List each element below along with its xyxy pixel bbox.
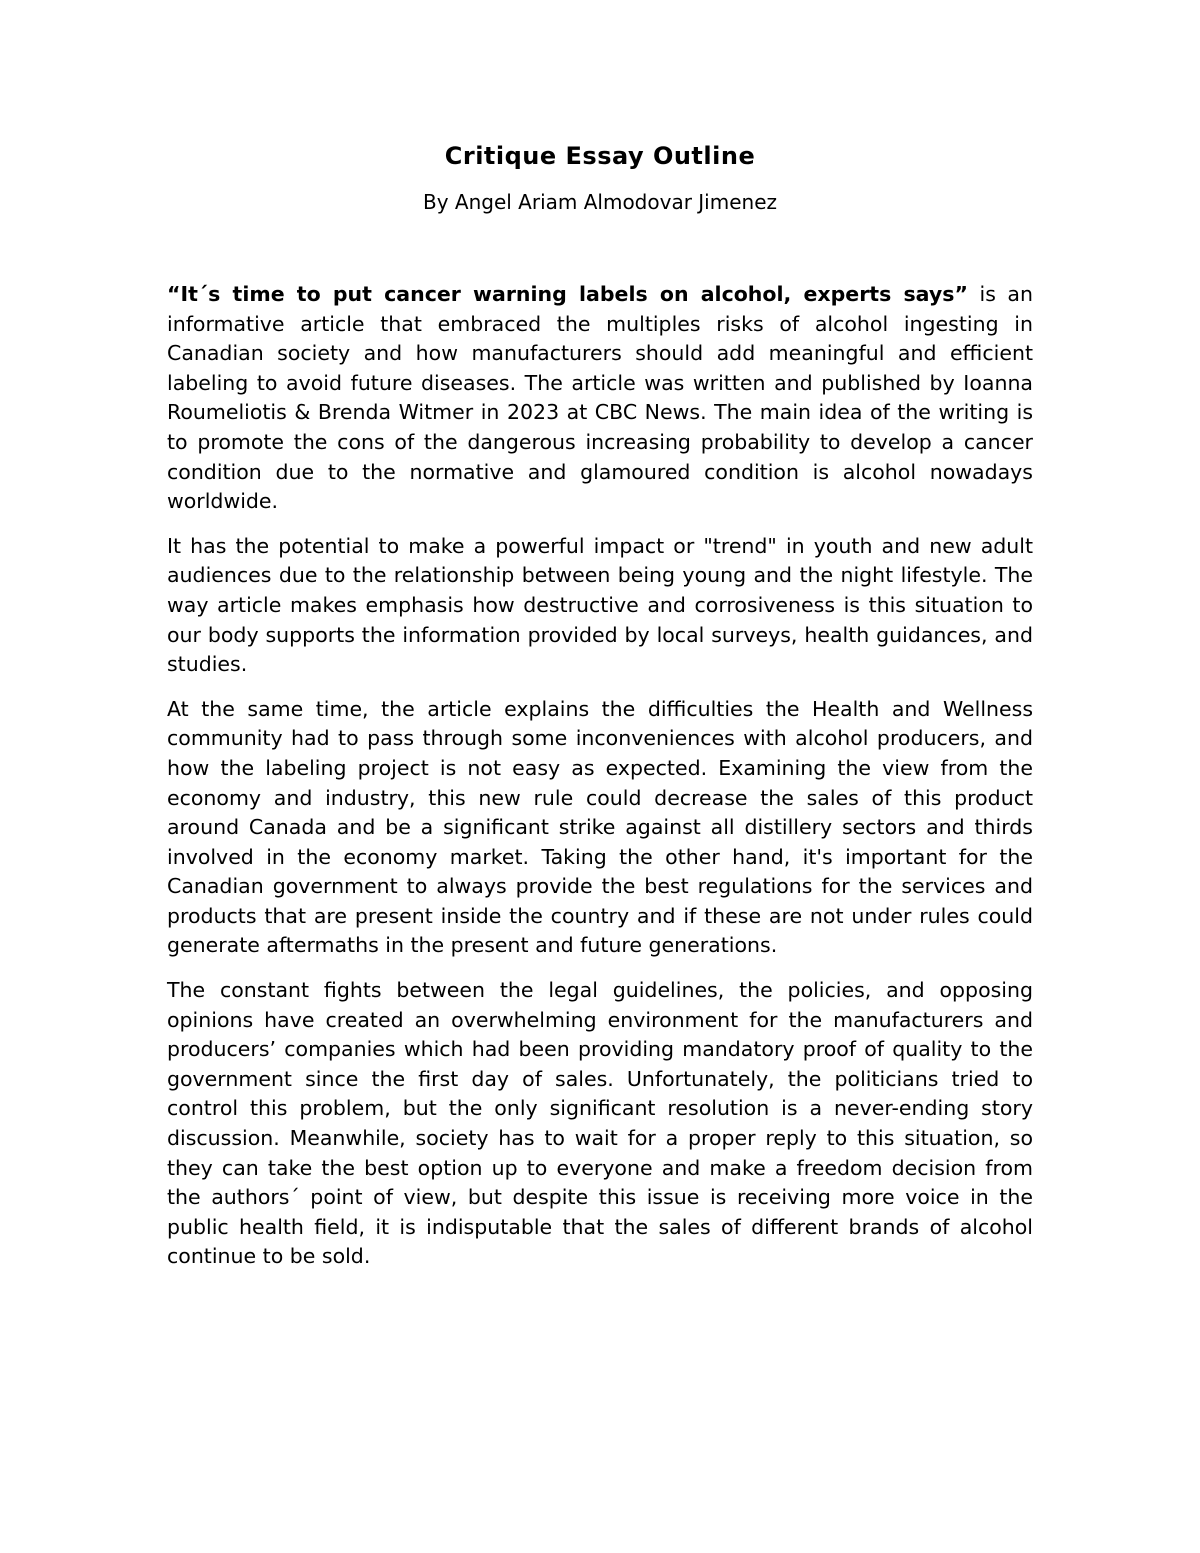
paragraph-1-text: is an informative article that embraced the multiples risks of alcohol ingesting in Canadian society and how manufacturers should add meaningful and efficient labeling to avoid future diseases. The article was written and published by Ioanna Roumeliotis & Brenda Witmer in 2023 at CBC News. The main idea of the writing is to promote the cons of the dangerous increasing probability to develop a cancer condition due to the normative and glamoured condition is alcohol nowadays worldwide. xyxy=(167,282,1033,514)
paragraph-4: The constant fights between the legal guidelines, the policies, and opposing opinions have created an overwhelming environment for the manufacturers and producers’ companies which had been providing mandatory proof of quality to the government since the first day of sales. Unfortunately, the politicians tried to control this problem, but the only significant resolution is a never-ending story discussion. Meanwhile, society has to wait for a proper reply to this situation, so they can take the best option up to everyone and make a freedom decision from the authors´ point of view, but despite this issue is receiving more voice in the public health field, it is indisputable that the sales of different brands of alcohol continue to be sold. xyxy=(167,978,1033,1269)
paragraph-2: It has the potential to make a powerful impact or "trend" in youth and new adult audiences due to the relationship between being young and the night lifestyle. The way article makes emphasis how destructive and corrosiveness is this situation to our body supports the information provided by local surveys, health guidances, and studies. xyxy=(167,533,1033,677)
author-byline: By Angel Ariam Almodovar Jimenez xyxy=(422,190,778,214)
paragraph-1 xyxy=(167,280,1033,517)
article-headline: “It´s time to put cancer warning labels on alcohol, experts says” xyxy=(167,282,968,306)
essay-body xyxy=(167,280,1033,1287)
paragraph-3: At the same time, the article explains the difficulties the Health and Wellness community had to pass through some inconveniences with alcohol producers, and how the labeling project is not easy as expected. Examining the view from the economy and industry, this new rule could decrease the sales of this product around Canada and be a significant strike against all distillery sectors and thirds involved in the economy market. Taking the other hand, it's important for the Canadian government to always provide the best regulations for the services and products that are present inside the country and if these are not under rules could generate aftermaths in the present and future generations. xyxy=(167,696,1033,958)
document-title: Critique Essay Outline xyxy=(444,142,756,170)
